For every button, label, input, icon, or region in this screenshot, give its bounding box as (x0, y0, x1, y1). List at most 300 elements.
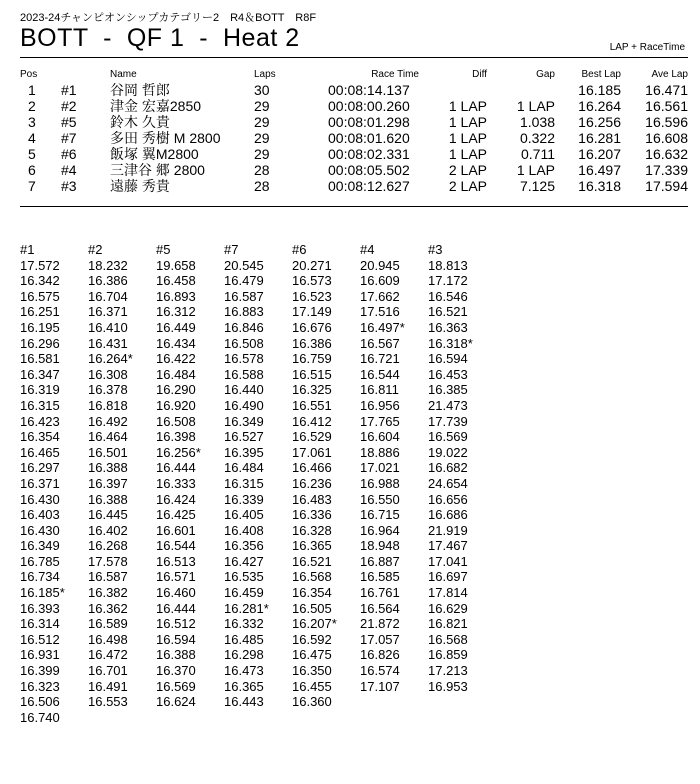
lap-time: 16.422 (156, 351, 196, 367)
lap-time: 16.589 (88, 616, 128, 632)
lap-time: 18.948 (360, 538, 400, 554)
lap-time: 16.453 (428, 366, 468, 382)
result-gap: 0.711 (521, 146, 555, 162)
lap-time: 16.443 (224, 694, 264, 710)
lap-time: 16.523 (292, 288, 332, 304)
lap-time: 16.701 (88, 663, 128, 679)
lap-column-header: #1 (20, 242, 35, 257)
result-pos: 6 (28, 162, 36, 178)
result-row (20, 82, 688, 98)
report-type-label: LAP + RaceTime (609, 42, 685, 53)
lap-time: 16.588 (224, 366, 264, 382)
lap-time: 16.386 (292, 335, 332, 351)
result-laps: 29 (254, 130, 270, 146)
lap-time: 16.594 (428, 351, 468, 367)
lap-time: 16.425 (156, 507, 196, 523)
lap-time: 16.402 (88, 522, 128, 538)
result-pos: 7 (28, 178, 36, 194)
lap-time: 18.886 (360, 444, 400, 460)
lap-time: 17.467 (428, 538, 468, 554)
lap-time: 16.484 (224, 460, 264, 476)
result-name: 三津谷 郷 2800 (110, 162, 205, 178)
lap-time: 16.455 (292, 678, 332, 694)
lap-time: 16.506 (20, 694, 60, 710)
lap-column-header: #2 (88, 242, 103, 257)
lap-time: 16.568 (428, 631, 468, 647)
result-pos: 5 (28, 146, 36, 162)
lap-time: 16.497* (360, 319, 405, 335)
lap-time: 16.551 (292, 397, 332, 413)
lap-time: 16.513 (156, 553, 196, 569)
result-row (20, 130, 688, 146)
lap-time: 16.740 (20, 709, 60, 725)
lap-time: 19.658 (156, 257, 196, 273)
lap-time: 17.765 (360, 413, 400, 429)
result-gap (487, 82, 555, 98)
result-best-lap: 16.318 (578, 178, 621, 194)
lap-time: 16.268 (88, 538, 128, 554)
result-laps: 30 (254, 82, 270, 98)
lap-column-header: #6 (292, 242, 307, 257)
lap-time: 16.444 (156, 600, 196, 616)
lap-time: 16.405 (224, 507, 264, 523)
lap-time: 16.350 (292, 663, 332, 679)
lap-time: 17.057 (360, 631, 400, 647)
lap-time: 17.739 (428, 413, 468, 429)
lap-time: 17.172 (428, 273, 468, 289)
lap-time: 16.609 (360, 273, 400, 289)
lap-time: 16.656 (428, 491, 468, 507)
lap-time: 16.328 (292, 522, 332, 538)
result-ave-lap: 16.561 (645, 98, 688, 114)
lap-time: 16.354 (292, 585, 332, 601)
lap-time: 17.021 (360, 460, 400, 476)
lap-time: 16.574 (360, 663, 400, 679)
page-title: BOTT - QF 1 - Heat 2 (20, 24, 300, 52)
lap-time: 20.945 (360, 257, 400, 273)
lap-column-header: #7 (224, 242, 239, 257)
result-name: 遠藤 秀貴 (110, 178, 170, 194)
lap-time: 16.388 (156, 647, 196, 663)
lap-time: 16.371 (88, 304, 128, 320)
result-best-lap: 16.207 (578, 146, 621, 162)
result-laps: 29 (254, 114, 270, 130)
lap-time: 16.569 (156, 678, 196, 694)
lap-time: 16.431 (88, 335, 128, 351)
result-number: #6 (61, 146, 77, 162)
lap-times-grid (20, 242, 496, 725)
lap-time: 16.465 (20, 444, 60, 460)
lap-time: 24.654 (428, 475, 468, 491)
lap-time: 16.449 (156, 319, 196, 335)
lap-time: 16.333 (156, 475, 196, 491)
lap-time: 16.592 (292, 631, 332, 647)
lap-time: 16.785 (20, 553, 60, 569)
result-number: #5 (61, 114, 77, 130)
result-race-time: 00:08:02.331 (328, 146, 410, 162)
lap-time: 16.564 (360, 600, 400, 616)
lap-time: 16.492 (88, 413, 128, 429)
result-name: 谷岡 哲郎 (110, 82, 170, 98)
lap-time: 16.505 (292, 600, 332, 616)
results-header-row (20, 68, 688, 82)
lap-time: 16.567 (360, 335, 400, 351)
result-row (20, 98, 688, 114)
lap-time: 16.475 (292, 647, 332, 663)
result-row (20, 114, 688, 130)
result-name: 多田 秀樹 M 2800 (110, 130, 221, 146)
lap-time: 16.515 (292, 366, 332, 382)
lap-time: 17.516 (360, 304, 400, 320)
lap-time: 16.444 (156, 460, 196, 476)
lap-time: 16.325 (292, 382, 332, 398)
lap-time: 16.315 (224, 475, 264, 491)
result-diff: 1 LAP (448, 146, 487, 162)
result-ave-lap: 17.594 (645, 178, 688, 194)
lap-time: 20.545 (224, 257, 264, 273)
lap-time: 16.459 (224, 585, 264, 601)
result-race-time: 00:08:01.298 (328, 114, 410, 130)
col-header-laps: Laps (254, 69, 276, 80)
lap-time: 16.535 (224, 569, 264, 585)
lap-time: 16.434 (156, 335, 196, 351)
lap-time: 17.578 (88, 553, 128, 569)
lap-time: 16.423 (20, 413, 60, 429)
result-gap: 1.038 (519, 114, 555, 130)
lap-time: 16.236 (292, 475, 332, 491)
lap-time: 17.107 (360, 678, 400, 694)
lap-time: 16.573 (292, 273, 332, 289)
lap-time: 16.578 (224, 351, 264, 367)
lap-time: 16.483 (292, 491, 332, 507)
lap-column (88, 242, 156, 725)
lap-time: 16.826 (360, 647, 400, 663)
lap-time: 16.427 (224, 553, 264, 569)
lap-time: 16.521 (428, 304, 468, 320)
lap-time: 17.061 (292, 444, 332, 460)
result-race-time: 00:08:05.502 (328, 162, 410, 178)
lap-time: 16.759 (292, 351, 332, 367)
lap-time: 16.569 (428, 429, 468, 445)
lap-time: 16.397 (88, 475, 128, 491)
result-pos: 1 (28, 82, 36, 98)
lap-time: 16.575 (20, 288, 60, 304)
event-subtitle: 2023-24チャンピオンシップカテゴリー2 R4＆BOTT R8F (20, 12, 317, 24)
lap-time: 16.704 (88, 288, 128, 304)
lap-column (428, 242, 496, 725)
lap-time: 16.697 (428, 569, 468, 585)
lap-time: 16.512 (20, 631, 60, 647)
result-name: 津金 宏嘉2850 (110, 98, 202, 114)
lap-time: 16.491 (88, 678, 128, 694)
lap-time: 16.721 (360, 351, 400, 367)
lap-time: 19.022 (428, 444, 468, 460)
result-pos: 4 (28, 130, 36, 146)
results-divider (20, 206, 688, 207)
lap-time: 16.466 (292, 460, 332, 476)
lap-time: 16.395 (224, 444, 264, 460)
lap-time: 16.339 (224, 491, 264, 507)
result-race-time: 00:08:01.620 (328, 130, 410, 146)
lap-time: 18.232 (88, 257, 128, 273)
lap-time: 17.814 (428, 585, 468, 601)
lap-time: 16.512 (156, 616, 196, 632)
result-name: 飯塚 翼M2800 (110, 146, 199, 162)
lap-time: 16.298 (224, 647, 264, 663)
lap-time: 16.458 (156, 273, 196, 289)
lap-time: 21.919 (428, 522, 468, 538)
lap-time: 16.568 (292, 569, 332, 585)
lap-time: 16.315 (20, 397, 60, 413)
result-diff: 1 LAP (448, 98, 487, 114)
lap-time: 16.587 (88, 569, 128, 585)
lap-time: 16.385 (428, 382, 468, 398)
lap-time: 16.479 (224, 273, 264, 289)
lap-time: 16.571 (156, 569, 196, 585)
lap-time: 16.445 (88, 507, 128, 523)
lap-time: 16.319 (20, 382, 60, 398)
lap-time: 16.821 (428, 616, 468, 632)
lap-time: 16.398 (156, 429, 196, 445)
lap-time: 16.508 (156, 413, 196, 429)
lap-time: 16.846 (224, 319, 264, 335)
lap-time: 21.473 (428, 397, 468, 413)
result-diff (419, 82, 487, 98)
lap-time: 16.378 (88, 382, 128, 398)
lap-time: 16.207* (292, 616, 337, 632)
col-header-ave-lap: Ave Lap (651, 69, 688, 80)
result-row (20, 146, 688, 162)
result-ave-lap: 16.632 (645, 146, 688, 162)
result-row (20, 162, 688, 178)
lap-time: 16.264* (88, 351, 133, 367)
result-best-lap: 16.264 (578, 98, 621, 114)
result-best-lap: 16.281 (578, 130, 621, 146)
lap-time: 16.356 (224, 538, 264, 554)
lap-time: 16.336 (292, 507, 332, 523)
lap-time: 16.256* (156, 444, 201, 460)
lap-time: 16.893 (156, 288, 196, 304)
lap-time: 16.859 (428, 647, 468, 663)
result-best-lap: 16.185 (578, 82, 621, 98)
lap-time: 16.440 (224, 382, 264, 398)
lap-time: 17.149 (292, 304, 332, 320)
lap-time: 16.624 (156, 694, 196, 710)
result-diff: 2 LAP (448, 178, 487, 194)
lap-time: 16.347 (20, 366, 60, 382)
lap-time: 16.527 (224, 429, 264, 445)
lap-time: 16.550 (360, 491, 400, 507)
lap-time: 16.314 (20, 616, 60, 632)
result-ave-lap: 16.596 (645, 114, 688, 130)
lap-time: 16.734 (20, 569, 60, 585)
lap-time: 16.686 (428, 507, 468, 523)
lap-time: 16.587 (224, 288, 264, 304)
result-gap: 1 LAP (516, 98, 555, 114)
lap-time: 16.410 (88, 319, 128, 335)
result-number: #1 (61, 82, 77, 98)
lap-time: 16.342 (20, 273, 60, 289)
lap-time: 16.581 (20, 351, 60, 367)
lap-time: 16.251 (20, 304, 60, 320)
lap-column-header: #5 (156, 242, 171, 257)
col-header-best-lap: Best Lap (581, 69, 621, 80)
lap-time: 16.883 (224, 304, 264, 320)
lap-time: 16.472 (88, 647, 128, 663)
lap-time: 21.872 (360, 616, 400, 632)
lap-time: 16.544 (360, 366, 400, 382)
lap-time: 16.464 (88, 429, 128, 445)
lap-time: 16.370 (156, 663, 196, 679)
result-diff: 1 LAP (448, 114, 487, 130)
lap-time: 16.430 (20, 522, 60, 538)
lap-time: 16.629 (428, 600, 468, 616)
lap-time: 16.365 (292, 538, 332, 554)
result-laps: 28 (254, 162, 270, 178)
lap-time: 16.365 (224, 678, 264, 694)
lap-time: 16.424 (156, 491, 196, 507)
result-diff: 2 LAP (448, 162, 487, 178)
lap-time: 16.412 (292, 413, 332, 429)
lap-column-header: #3 (428, 242, 443, 257)
lap-time: 16.388 (88, 460, 128, 476)
result-ave-lap: 17.339 (645, 162, 688, 178)
result-laps: 28 (254, 178, 270, 194)
result-race-time: 00:08:00.260 (328, 98, 410, 114)
result-laps: 29 (254, 98, 270, 114)
lap-time: 16.332 (224, 616, 264, 632)
lap-time: 16.360 (292, 694, 332, 710)
lap-time: 16.408 (224, 522, 264, 538)
lap-column (20, 242, 88, 725)
lap-time: 16.490 (224, 397, 264, 413)
result-pos: 2 (28, 98, 36, 114)
lap-time: 16.508 (224, 335, 264, 351)
lap-time: 16.546 (428, 288, 468, 304)
result-best-lap: 16.256 (578, 114, 621, 130)
col-header-name: Name (110, 69, 137, 80)
lap-time: 16.544 (156, 538, 196, 554)
lap-time: 16.964 (360, 522, 400, 538)
lap-time: 16.297 (20, 460, 60, 476)
lap-time: 16.399 (20, 663, 60, 679)
lap-time: 16.386 (88, 273, 128, 289)
col-header-gap: Gap (536, 69, 555, 80)
lap-time: 16.460 (156, 585, 196, 601)
lap-time: 17.213 (428, 663, 468, 679)
lap-time: 16.349 (224, 413, 264, 429)
lap-time: 18.813 (428, 257, 468, 273)
lap-time: 16.594 (156, 631, 196, 647)
lap-time: 16.323 (20, 678, 60, 694)
lap-time: 16.715 (360, 507, 400, 523)
lap-time: 16.354 (20, 429, 60, 445)
lap-column-header: #4 (360, 242, 375, 257)
lap-time: 16.676 (292, 319, 332, 335)
lap-time: 16.553 (88, 694, 128, 710)
lap-time: 16.931 (20, 647, 60, 663)
lap-column (360, 242, 428, 725)
col-header-diff: Diff (472, 69, 487, 80)
results-table (20, 68, 688, 194)
header-divider (20, 57, 688, 58)
result-gap: 7.125 (519, 178, 555, 194)
lap-column (292, 242, 360, 725)
lap-time: 16.604 (360, 429, 400, 445)
result-number: #4 (61, 162, 77, 178)
lap-time: 17.662 (360, 288, 400, 304)
result-ave-lap: 16.471 (645, 82, 688, 98)
result-race-time: 00:08:14.137 (328, 82, 410, 98)
lap-time: 16.953 (428, 678, 468, 694)
result-number: #7 (61, 130, 77, 146)
lap-time: 16.484 (156, 366, 196, 382)
lap-time: 16.430 (20, 491, 60, 507)
lap-column (156, 242, 224, 725)
lap-time: 20.271 (292, 257, 332, 273)
lap-time: 16.601 (156, 522, 196, 538)
lap-time: 16.501 (88, 444, 128, 460)
lap-time: 16.498 (88, 631, 128, 647)
lap-time: 16.281* (224, 600, 269, 616)
lap-time: 17.572 (20, 257, 60, 273)
result-ave-lap: 16.608 (645, 130, 688, 146)
lap-time: 16.811 (360, 382, 399, 398)
result-best-lap: 16.497 (578, 162, 621, 178)
result-pos: 3 (28, 114, 36, 130)
lap-time: 16.318* (428, 335, 473, 351)
lap-time: 16.185* (20, 585, 65, 601)
lap-time: 16.371 (20, 475, 60, 491)
lap-time: 16.382 (88, 585, 128, 601)
lap-column (224, 242, 292, 725)
col-header-pos: Pos (20, 69, 38, 80)
result-row (20, 178, 688, 194)
lap-time: 16.290 (156, 382, 196, 398)
lap-time: 16.529 (292, 429, 332, 445)
lap-time: 16.312 (156, 304, 196, 320)
lap-time: 16.761 (360, 585, 400, 601)
lap-time: 16.473 (224, 663, 264, 679)
result-gap: 1 LAP (516, 162, 555, 178)
lap-time: 16.682 (428, 460, 468, 476)
lap-time: 16.388 (88, 491, 128, 507)
result-gap: 0.322 (519, 130, 555, 146)
lap-time: 16.521 (292, 553, 332, 569)
lap-time: 16.585 (360, 569, 400, 585)
result-laps: 29 (254, 146, 270, 162)
result-diff: 1 LAP (448, 130, 487, 146)
lap-time: 16.349 (20, 538, 60, 554)
lap-time: 16.195 (20, 319, 60, 335)
lap-time: 16.296 (20, 335, 60, 351)
lap-time: 16.363 (428, 319, 468, 335)
result-race-time: 00:08:12.627 (328, 178, 410, 194)
lap-time: 16.818 (88, 397, 128, 413)
lap-time: 16.308 (88, 366, 128, 382)
result-name: 鈴木 久貴 (110, 114, 170, 130)
lap-time: 16.920 (156, 397, 196, 413)
col-header-number (38, 68, 92, 82)
lap-time: 17.041 (428, 553, 468, 569)
lap-time: 16.362 (88, 600, 128, 616)
result-number: #3 (61, 178, 77, 194)
lap-time: 16.393 (20, 600, 60, 616)
lap-time: 16.887 (360, 553, 400, 569)
lap-time: 16.485 (224, 631, 264, 647)
lap-time: 16.956 (360, 397, 400, 413)
lap-time: 16.988 (360, 475, 400, 491)
